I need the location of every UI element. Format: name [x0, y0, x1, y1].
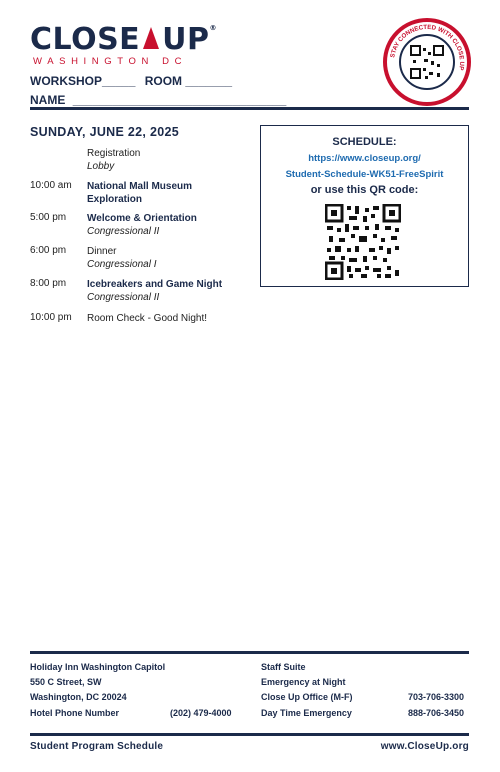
- event-location: Congressional I: [87, 259, 157, 270]
- event-time: 10:00 am: [30, 180, 72, 191]
- event-details: [87, 212, 247, 238]
- footer-divider-top: [30, 651, 469, 654]
- schedule-date: SUNDAY, JUNE 22, 2025: [30, 125, 179, 139]
- office-label: Close Up Office (M-F): [261, 692, 353, 702]
- badge-qr: [399, 34, 455, 90]
- badge-text: STAY CONNECTED WITH CLOSE UP: [389, 23, 466, 71]
- event-time: 10:00 pm: [30, 312, 72, 323]
- event-time: 8:00 pm: [30, 278, 67, 289]
- event-location: Congressional II: [87, 292, 160, 303]
- event-title: Icebreakers and Game Night: [87, 279, 223, 290]
- office-phone: 703-706-3300: [408, 692, 465, 702]
- hotel-street: 550 C Street, SW: [30, 677, 102, 687]
- qr-code-icon: [401, 36, 453, 88]
- event-time: 6:00 pm: [30, 245, 67, 256]
- workshop-label: WORKSHOP_____: [30, 74, 136, 88]
- event-location: Lobby: [87, 161, 115, 172]
- event-title: Registration: [87, 148, 141, 159]
- staff-suite: Staff Suite: [261, 662, 306, 672]
- event-location: Congressional II: [87, 226, 160, 237]
- hotel-phone: (202) 479-4000: [170, 708, 232, 718]
- stay-connected-badge: [383, 18, 471, 106]
- schedule-url-line2[interactable]: Student-Schedule-WK51-FreeSpirit: [285, 169, 444, 180]
- workshop-field[interactable]: [30, 74, 232, 88]
- hotel-name: Holiday Inn Washington Capitol: [30, 662, 166, 672]
- closeup-logo: [30, 22, 218, 57]
- program-title: Student Program Schedule: [30, 741, 164, 752]
- capitol-dome-icon: [143, 27, 159, 49]
- name-field[interactable]: [30, 93, 286, 107]
- day-emergency-label: Day Time Emergency: [261, 708, 352, 718]
- website-link[interactable]: www.CloseUp.org: [380, 741, 469, 752]
- event-title: Room Check - Good Night!: [87, 313, 208, 324]
- schedule-url-line1[interactable]: https://www.closeup.org/: [308, 153, 421, 164]
- header-divider: [30, 107, 469, 110]
- event-title: Welcome & Orientation: [87, 213, 197, 224]
- event-title: National Mall Museum Exploration: [87, 181, 193, 205]
- event-details: [87, 278, 247, 304]
- qr-code-icon[interactable]: [325, 204, 401, 280]
- room-label: ROOM _______: [144, 74, 233, 88]
- event-details: [87, 312, 247, 325]
- hotel-phone-label: Hotel Phone Number: [30, 708, 120, 718]
- name-label: NAME: [30, 93, 66, 107]
- day-emergency-phone: 888-706-3450: [408, 708, 465, 718]
- logo-text-up: UP: [162, 22, 210, 57]
- schedule-link-box: [260, 125, 469, 287]
- event-details: [87, 180, 247, 206]
- footer-divider-bottom: [30, 733, 469, 736]
- qr-instruction: or use this QR code:: [310, 184, 419, 196]
- logo-subtitle: WASHINGTON DC: [33, 56, 188, 67]
- logo-text-close: CLOSE: [30, 22, 141, 57]
- emergency-at-night: Emergency at Night: [261, 677, 346, 687]
- registered-mark: ®: [209, 24, 218, 32]
- hotel-city: Washington, DC 20024: [30, 692, 127, 702]
- schedule-box-title: SCHEDULE:: [332, 136, 397, 148]
- event-details: [87, 147, 247, 173]
- event-details: [87, 245, 247, 271]
- name-line: ________________________________: [72, 93, 287, 107]
- event-time: 5:00 pm: [30, 212, 67, 223]
- event-title: Dinner: [87, 246, 117, 257]
